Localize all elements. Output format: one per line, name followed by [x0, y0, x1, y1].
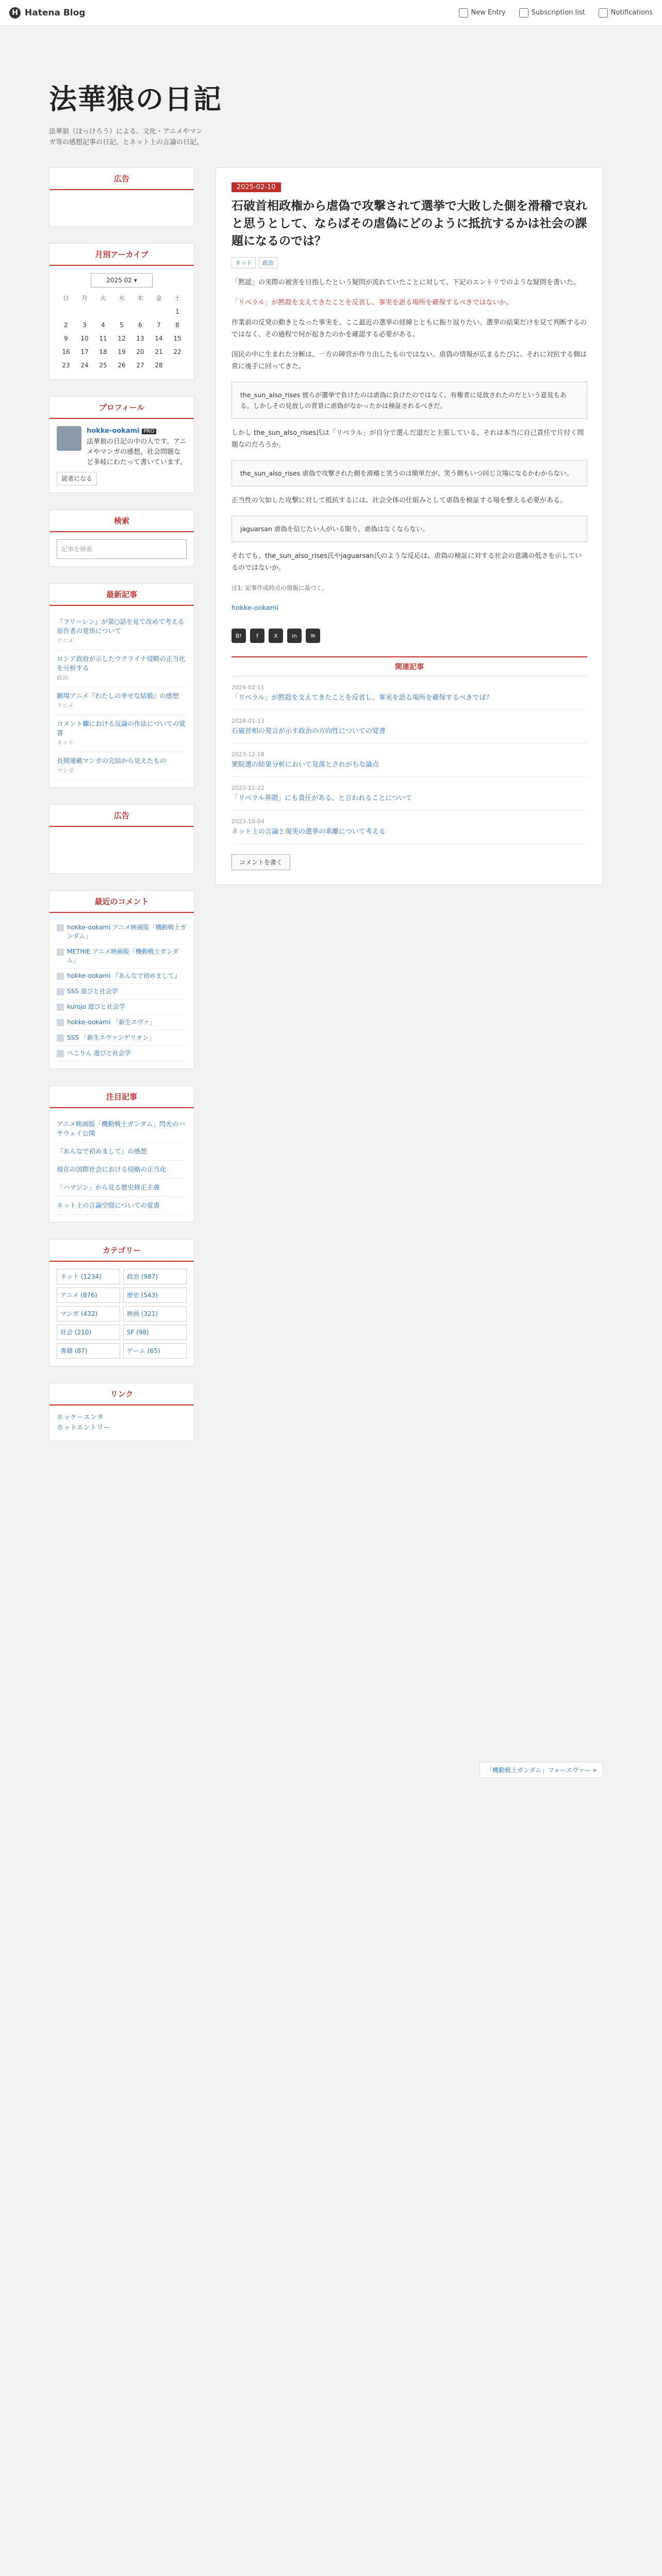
blog-title[interactable]: 法華狼の日記 — [49, 82, 222, 115]
list-item — [57, 687, 187, 715]
archive-box — [49, 243, 194, 380]
list-item — [57, 1030, 187, 1046]
list-icon — [519, 8, 528, 18]
article-date[interactable]: 2025-02-10 — [231, 182, 281, 192]
category-link[interactable]: 社会 (210) — [57, 1325, 120, 1340]
calendar-day[interactable]: 9 — [64, 335, 68, 342]
calendar-day[interactable] — [57, 305, 75, 318]
related-list — [231, 676, 587, 844]
popular-entry-link[interactable]: 『あんなで初めまして』の感想 — [57, 1147, 147, 1155]
next-article-link[interactable]: 「機動戦士ガンダム」フォーエヴァー » — [479, 1762, 603, 1778]
related-item — [231, 676, 587, 710]
blockquote: the_sun_also_rises 虐偽で攻撃された側を滑稽と笑うのは簡単だが、笑う側もいつ同じ立場になるかわからない。 — [231, 460, 587, 486]
calendar-weekday: 日 — [62, 295, 69, 302]
recent-entry-link[interactable]: コメント欄における反論の作法についての覚書 — [57, 720, 186, 737]
paragraph: それでも、the_sun_also_rises氏やjaguarsan氏のような反応は、虐偽の検証に対する社会の意識の低さを示しているのではないか。 — [231, 552, 582, 572]
subscription-label: Subscription list — [531, 9, 585, 16]
list-item — [57, 1197, 187, 1215]
calendar-weekday: 月 — [81, 295, 88, 302]
notifications-label: Notifications — [610, 9, 653, 16]
category-link[interactable]: 歴史 (543) — [123, 1287, 187, 1303]
calendar-day[interactable]: 10 — [80, 335, 89, 342]
list-item — [57, 650, 187, 687]
comment-link[interactable]: kurojo 遊びと社会学 — [67, 1003, 125, 1010]
blog-description: 法華狼（ほっけろう）による、文化・アニメやマンガ等の感想記事の日記。とネット上の言論の日記。 — [49, 128, 204, 146]
paragraph: しかし the_sun_also_rises氏は「リベラル」が自分で選んだ道だと主張している。それは本当に自己責任で片付く問題なのだろうか。 — [231, 429, 584, 449]
related-date: 2023-12-18 — [231, 751, 264, 758]
entry-category[interactable]: 政治 — [57, 674, 68, 681]
new-entry-label: New Entry — [471, 9, 506, 16]
calendar-weekday: 金 — [155, 295, 162, 302]
category-box — [49, 1239, 194, 1366]
author-link[interactable]: hokke-ookami — [231, 604, 279, 612]
profile-box — [49, 396, 194, 493]
archive-heading: 月別アーカイブ — [49, 244, 194, 266]
calendar-day[interactable]: 27 — [136, 362, 144, 369]
blockquote: jaguarsan 虐偽を信じたい人がいる限り、虐偽はなくならない。 — [231, 516, 587, 542]
list-item — [57, 1015, 187, 1030]
pro-badge: PRO — [142, 429, 157, 434]
share-buttons — [231, 629, 587, 643]
calendar-day[interactable]: 12 — [118, 335, 126, 342]
list-item — [57, 1046, 187, 1061]
calendar-day[interactable]: 1 — [175, 308, 179, 315]
list-item — [57, 1423, 187, 1433]
comment-icon — [57, 973, 64, 980]
related-date: 2024-02-11 — [231, 684, 264, 691]
ad-heading-2: 広告 — [49, 805, 194, 827]
calendar-day[interactable]: 24 — [80, 362, 89, 369]
popular-entry-link[interactable]: 「ハマジン」から見る歴史修正主義 — [57, 1183, 160, 1191]
list-item — [57, 1143, 187, 1161]
recent-entry-link[interactable]: 劇場アニメ『わたしの幸せな結婚』の感想 — [57, 692, 179, 700]
ad-box — [49, 167, 194, 227]
calendar-day[interactable]: 28 — [155, 362, 163, 369]
archive-calendar — [57, 292, 187, 372]
share-icon[interactable]: f — [250, 629, 264, 643]
comment-link[interactable]: ぺこりん 遊びと社会学 — [67, 1049, 131, 1057]
calendar-weekday: 水 — [118, 295, 125, 302]
list-item — [57, 613, 187, 650]
category-link[interactable]: ネット (1234) — [57, 1269, 120, 1284]
category-heading: カテゴリー — [49, 1240, 194, 1262]
category-link[interactable]: マンガ (432) — [57, 1306, 120, 1321]
calendar-day[interactable]: 8 — [175, 321, 179, 329]
related-link[interactable]: 「リベラル界隈」にも責任がある、と言われることについて — [231, 794, 412, 802]
calendar-day[interactable]: 25 — [99, 362, 107, 369]
comment-link[interactable]: METHIE アニメ映画版「機動戦士ガンダム」 — [67, 948, 179, 964]
comment-icon — [57, 988, 64, 995]
calendar-day[interactable]: 23 — [62, 362, 70, 369]
calendar-day[interactable] — [112, 305, 131, 318]
article-title[interactable]: 石破首相政権から虐偽で攻撃されて選挙で大敗した側を滑稽で哀れと思うとして、ならばその虐偽にどのように抵抗するかは社会の課題になるのでは？ — [231, 199, 587, 248]
recent-heading: 最新記事 — [49, 584, 194, 606]
search-box — [49, 510, 194, 567]
recent-box — [49, 583, 194, 788]
article-tags — [231, 257, 587, 268]
calendar-day[interactable]: 13 — [136, 335, 144, 342]
related-item — [231, 710, 587, 743]
new-entry-link[interactable] — [459, 8, 506, 18]
comment-icon — [57, 924, 64, 931]
related-link[interactable]: ネット上の言論と現実の選挙の乖離について考える — [231, 828, 386, 836]
comment-icon — [57, 1035, 64, 1042]
popular-entry-link[interactable]: アニメ映画版「機動戦士ガンダム」閃光のハサウェイ公開 — [57, 1120, 185, 1137]
profile-name[interactable]: hokke-ookami — [87, 427, 140, 435]
list-item — [57, 944, 187, 969]
ad-box-2 — [49, 804, 194, 874]
list-item — [57, 1115, 187, 1143]
paragraph: 作業前の反発の動きとなった事実を、ここ最近の選挙の経緯とともに振り返りたい。選挙の結果だけを見て判断するのではなく、その過程で何が起きたのかを確認する必要がある。 — [231, 319, 587, 338]
calendar-weekday: 土 — [174, 295, 180, 302]
category-link[interactable]: アニメ (876) — [57, 1287, 120, 1303]
bell-icon — [599, 8, 608, 18]
related-link[interactable]: 「リベラル」が黙殺を支えてきたことを反省し、事実を語る場所を確保するべきでは？ — [231, 694, 493, 702]
subscription-link[interactable] — [519, 8, 585, 18]
list-item — [57, 999, 187, 1015]
comment-button[interactable]: コメントを書く — [231, 854, 290, 870]
list-item — [57, 1161, 187, 1179]
share-icon[interactable]: B! — [231, 629, 246, 643]
related-heading: 関連記事 — [231, 656, 587, 676]
related-date: 2024-01-13 — [231, 718, 264, 724]
popular-box — [49, 1086, 194, 1223]
related-date: 2023-11-22 — [231, 785, 264, 791]
calendar-day[interactable]: 5 — [120, 321, 124, 329]
calendar-day[interactable]: 19 — [118, 348, 126, 355]
sidebar-link[interactable]: ホッケーエンタ — [57, 1414, 104, 1421]
comment-link[interactable]: hokke-ookami 『あんなで初めまして』 — [67, 972, 180, 979]
calendar-day[interactable] — [150, 305, 168, 318]
top-bar — [0, 0, 662, 26]
category-link[interactable]: 映画 (321) — [123, 1306, 187, 1321]
comment-link[interactable]: SSS 「新生エヴァンゲリオン」 — [67, 1034, 155, 1041]
comments-heading: 最近のコメント — [49, 891, 194, 913]
calendar-day[interactable]: 18 — [99, 348, 107, 355]
comment-link[interactable]: SSS 遊びと社会学 — [67, 988, 118, 995]
tag-chip[interactable]: ネット — [231, 257, 256, 268]
profile-heading: プロフィール — [49, 397, 194, 419]
paragraph: 国民の中に生まれた分断は、一方の陣営が作り出したものではない。虐偽の情報が広まるたびに、それに対抗する側は常に後手に回ってきた。 — [231, 351, 587, 370]
category-link[interactable]: ゲーム (65) — [123, 1343, 187, 1359]
calendar-day[interactable]: 2 — [64, 321, 68, 329]
list-item — [57, 920, 187, 944]
calendar-weekday: 火 — [100, 295, 106, 302]
calendar-day[interactable]: 11 — [99, 335, 107, 342]
related-item — [231, 810, 587, 844]
search-input[interactable]: 記事を検索 — [57, 539, 187, 559]
comments-box — [49, 890, 194, 1069]
comment-icon — [57, 1004, 64, 1011]
link-box — [49, 1383, 194, 1441]
recent-entry-link[interactable]: 長期連載マンガの完結から見えたもの — [57, 757, 167, 765]
recent-entry-link[interactable]: ロシア政府が示したウクライナ侵略の正当化を分析する — [57, 655, 186, 672]
entry-category[interactable]: アニメ — [57, 702, 74, 709]
blockquote: the_sun_also_rises 彼らが選挙で負けたのは虐偽に負けたのではなく、有権者に見放されたのだという意見もある。しかしその見放しの背景に虐偽がなかったかは検証されるべきだ。 — [231, 382, 587, 419]
list-item — [57, 1179, 187, 1197]
related-item — [231, 743, 587, 777]
ad-heading: 広告 — [49, 168, 194, 190]
calendar-day[interactable] — [168, 359, 187, 372]
comment-link[interactable]: hokke-ookami 「新生エヴァ」 — [67, 1019, 156, 1026]
list-item — [57, 1413, 187, 1423]
tag-chip[interactable]: 政治 — [259, 257, 277, 268]
recent-entry-link[interactable]: 『フリーレン』が第○話を見て改めて考える原作者の覚悟について — [57, 618, 185, 635]
hatena-logo[interactable] — [9, 7, 85, 19]
pencil-icon — [459, 8, 468, 18]
popular-entry-link[interactable]: ネット上の言論空間についての覚書 — [57, 1201, 160, 1209]
ad-area-2[interactable] — [49, 827, 194, 873]
calendar-day[interactable]: 6 — [138, 321, 142, 329]
calendar-day[interactable]: 17 — [80, 348, 89, 355]
article — [216, 167, 603, 885]
related-date: 2023-10-04 — [231, 818, 264, 825]
pager — [216, 1762, 603, 1778]
search-heading: 検索 — [49, 510, 194, 532]
paragraph: 「黙認」の実際の被害を目指したという疑問が流れていたことに対して、下記のエントリでのような疑問を書いた。 — [231, 279, 580, 286]
calendar-day[interactable]: 3 — [82, 321, 87, 329]
logo-text: Hatena Blog — [25, 7, 86, 18]
highlight-link[interactable]: 「リベラル」が黙殺を支えてきたことを反省し、事実を語る場所を確保するべきではないか。 — [231, 299, 513, 307]
subscribe-button[interactable]: 読者になる — [57, 472, 97, 485]
share-icon[interactable]: in — [287, 629, 302, 643]
share-icon[interactable]: X — [269, 629, 283, 643]
calendar-day[interactable]: 16 — [62, 348, 70, 355]
archive-month-select[interactable]: 2025 02 ▾ — [91, 273, 153, 287]
sidebar — [49, 167, 194, 1458]
calendar-day[interactable]: 26 — [118, 362, 126, 369]
calendar-day[interactable]: 4 — [101, 321, 105, 329]
comment-icon — [57, 948, 64, 956]
calendar-day[interactable]: 22 — [173, 348, 181, 355]
calendar-day[interactable]: 21 — [155, 348, 163, 355]
calendar-weekday: 木 — [137, 295, 143, 302]
related-item — [231, 777, 587, 810]
notifications-link[interactable] — [599, 8, 653, 18]
share-icon[interactable]: ✉ — [306, 629, 320, 643]
calendar-day[interactable]: 14 — [155, 335, 163, 342]
entry-category[interactable]: アニメ — [57, 637, 74, 644]
category-link[interactable]: 書籍 (87) — [57, 1343, 120, 1359]
category-link[interactable]: 政治 (987) — [123, 1269, 187, 1284]
comment-icon — [57, 1050, 64, 1057]
related-link[interactable]: 衆院選の結果分析において見落とされがちな論点 — [231, 761, 379, 769]
hatena-logo-icon: H — [9, 7, 21, 19]
calendar-day[interactable]: 15 — [173, 335, 181, 342]
paragraph: 正当性の欠如した攻撃に対して抵抗するには、社会全体の仕組みとして虐偽を検証する場を整える必要がある。 — [231, 497, 567, 504]
calendar-day[interactable] — [131, 305, 150, 318]
entry-category[interactable]: ネット — [57, 739, 74, 746]
ad-area[interactable] — [49, 190, 194, 226]
profile-text: 法華狼の日記の中の人です。アニメやマンガの感想、社会問題など多岐にわたって書いています。 — [87, 438, 187, 466]
footnote: 注1: 記事作成時点の情報に基づく。 — [231, 584, 328, 591]
category-link[interactable]: SF (98) — [123, 1325, 187, 1340]
popular-heading: 注目記事 — [49, 1086, 194, 1108]
comment-icon — [57, 1019, 64, 1026]
avatar[interactable] — [57, 426, 81, 451]
popular-entry-link[interactable]: 現在の国際社会における侵略の正当化 — [57, 1165, 167, 1173]
list-item — [57, 984, 187, 999]
list-item — [57, 969, 187, 984]
calendar-day[interactable]: 20 — [136, 348, 144, 355]
calendar-day[interactable] — [75, 305, 94, 318]
list-item — [57, 715, 187, 752]
calendar-day[interactable] — [94, 305, 112, 318]
blog-header — [49, 77, 616, 148]
entry-category[interactable]: マンガ — [57, 767, 74, 774]
related-link[interactable]: 石破首相の発言が示す政治の方向性についての覚書 — [231, 727, 386, 735]
comment-link[interactable]: hokke-ookami アニメ映画版「機動戦士ガンダム」 — [67, 924, 187, 940]
sidebar-link[interactable]: ホットエントリー — [57, 1424, 110, 1432]
list-item — [57, 752, 187, 780]
link-heading: リンク — [49, 1383, 194, 1405]
calendar-day[interactable]: 7 — [157, 321, 161, 329]
